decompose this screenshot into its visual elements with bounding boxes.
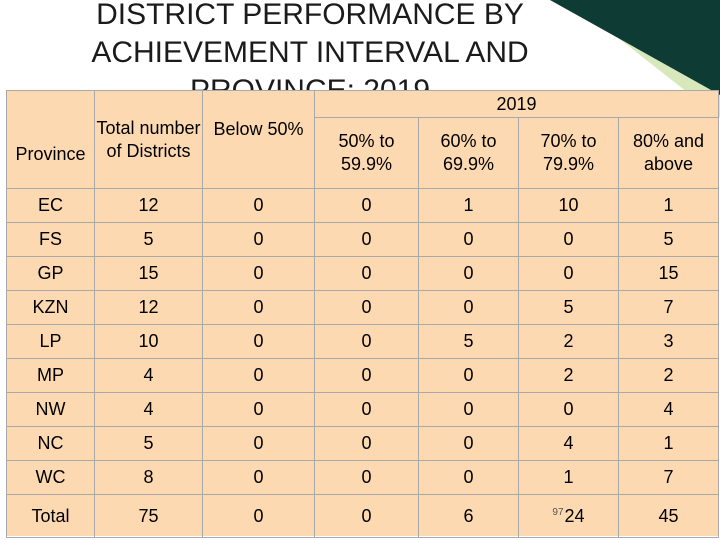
col-header-60-69: 60% to 69.9% [419,118,519,189]
col-header-province: Province [7,91,95,189]
table-row [7,359,719,393]
total-cell: 15 [95,257,203,291]
total-cell: 4 [95,393,203,427]
c70-79-cell: 0 [519,393,619,427]
performance-table [6,90,719,538]
c50-59-cell: 0 [315,427,419,461]
slide-title-line-1: DISTRICT PERFORMANCE BY [96,0,524,31]
province-cell: Total [7,495,95,538]
table-row [7,291,719,325]
c80-cell: 1 [619,189,719,223]
col-header-80-above: 80% and above [619,118,719,189]
c50-59-cell: 0 [315,325,419,359]
table-row [7,223,719,257]
c80-cell: 4 [619,393,719,427]
c50-59-cell: 0 [315,291,419,325]
c50-59-cell: 0 [315,359,419,393]
c70-79-cell: 0 [519,257,619,291]
c80-cell: 7 [619,461,719,495]
c60-69-cell: 0 [419,257,519,291]
total-cell: 75 [95,495,203,538]
c50-59-cell: 0 [315,257,419,291]
year-header: 2019 [315,91,719,118]
slide-number: 97 [552,506,564,518]
province-cell: EC [7,189,95,223]
total-cell: 10 [95,325,203,359]
below50-cell: 0 [203,393,315,427]
c70-79-cell: 1 [519,461,619,495]
table-row [7,189,719,223]
c70-79-cell: 2 [519,359,619,393]
c80-cell: 1 [619,427,719,461]
performance-table-container [6,90,718,536]
c50-59-cell: 0 [315,393,419,427]
total-cell: 4 [95,359,203,393]
table-row [7,257,719,291]
c70-79-cell: 10 [519,189,619,223]
below50-cell: 0 [203,223,315,257]
col-header-below-50: Below 50% [203,91,315,189]
below50-cell: 0 [203,359,315,393]
table-row [7,461,719,495]
c80-cell: 7 [619,291,719,325]
c60-69-cell: 0 [419,223,519,257]
c50-59-cell: 0 [315,495,419,538]
col-header-total-districts: Total number of Districts [95,91,203,189]
province-cell: LP [7,325,95,359]
c60-69-cell: 1 [419,189,519,223]
c80-cell: 5 [619,223,719,257]
below50-cell: 0 [203,427,315,461]
province-cell: GP [7,257,95,291]
c50-59-cell: 0 [315,461,419,495]
province-cell: FS [7,223,95,257]
c50-59-cell: 0 [315,223,419,257]
table-row [7,393,719,427]
province-cell: NC [7,427,95,461]
c60-69-cell: 0 [419,393,519,427]
below50-cell: 0 [203,291,315,325]
total-cell: 12 [95,291,203,325]
below50-cell: 0 [203,257,315,291]
c80-cell: 2 [619,359,719,393]
province-cell: WC [7,461,95,495]
c80-cell: 15 [619,257,719,291]
c70-79-cell: 5 [519,291,619,325]
province-cell: MP [7,359,95,393]
total-cell: 8 [95,461,203,495]
header-row-year [7,91,719,118]
province-cell: KZN [7,291,95,325]
total-cell: 5 [95,427,203,461]
c80-cell: 3 [619,325,719,359]
province-cell: NW [7,393,95,427]
c70-79-cell: 2 [519,325,619,359]
below50-cell: 0 [203,461,315,495]
c70-79-value: 24 [564,505,585,526]
total-cell: 5 [95,223,203,257]
c60-69-cell: 0 [419,291,519,325]
c60-69-cell: 0 [419,359,519,393]
c60-69-cell: 6 [419,495,519,538]
c70-79-cell: 0 [519,223,619,257]
c60-69-cell: 0 [419,427,519,461]
c80-cell: 45 [619,495,719,538]
c70-79-cell: 4 [519,427,619,461]
table-total-row [7,495,719,538]
table-row [7,427,719,461]
below50-cell: 0 [203,325,315,359]
c70-79-cell [519,495,619,538]
slide-title-line-2: ACHIEVEMENT INTERVAL AND [91,36,529,69]
total-cell: 12 [95,189,203,223]
below50-cell: 0 [203,495,315,538]
table-row [7,325,719,359]
below50-cell: 0 [203,189,315,223]
col-header-70-79: 70% to 79.9% [519,118,619,189]
c60-69-cell: 0 [419,461,519,495]
c60-69-cell: 5 [419,325,519,359]
col-header-50-59: 50% to 59.9% [315,118,419,189]
c50-59-cell: 0 [315,189,419,223]
